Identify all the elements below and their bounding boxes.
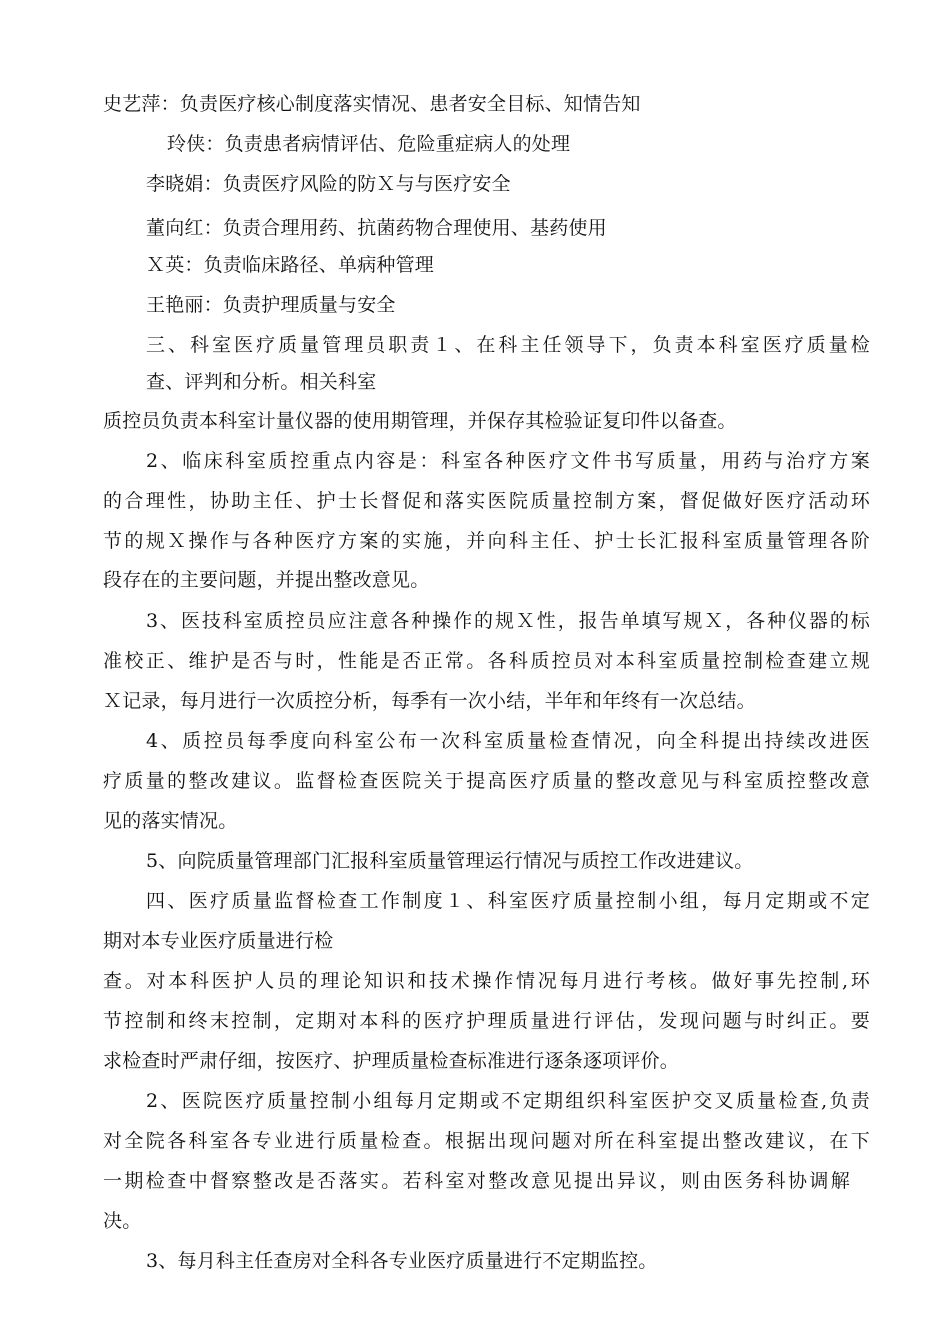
text-line: 3、每月科主任查房对全科各专业医疗质量进行不定期监控。 [146, 1250, 658, 1272]
text-line: 查、评判和分析。相关科室 [146, 371, 377, 393]
text-line: 期对本专业医疗质量进行检 [103, 930, 334, 952]
text-line: Ｘ记录，每月进行一次质控分析，每季有一次小结，半年和年终有一次总结。 [103, 690, 756, 712]
text-line: 准校正、维护是否与时，性能是否正常。各科质控员对本科室质量控制检查建立规 [103, 650, 870, 672]
text-line: 2、医院医疗质量控制小组每月定期或不定期组织科室医护交叉质量检查,负责 [146, 1090, 870, 1112]
text-line: Ｘ英：负责临床路径、单病种管理 [146, 254, 435, 276]
text-line: 2、临床科室质控重点内容是：科室各种医疗文件书写质量，用药与治疗方案 [146, 450, 870, 472]
text-line: 的合理性，协助主任、护士长督促和落实医院质量控制方案，督促做好医疗活动环 [103, 490, 870, 512]
text-line: 决。 [103, 1210, 142, 1232]
text-line: 一期检查中督察整改是否落实。若科室对整改意见提出异议，则由医务科协调解 [103, 1170, 850, 1192]
text-line: 5、向院质量管理部门汇报科室质量管理运行情况与质控工作改进建议。 [146, 850, 754, 872]
text-line: 疗质量的整改建议。监督检查医院关于提高医疗质量的整改意见与科室质控整改意 [103, 770, 870, 792]
text-line: 见的落实情况。 [103, 810, 238, 832]
text-line: 4、质控员每季度向科室公布一次科室质量检查情况，向全科提出持续改进医 [146, 730, 870, 752]
text-line: 节控制和终末控制，定期对本科的医疗护理质量进行评估，发现问题与时纠正。要 [103, 1010, 870, 1032]
text-line: 查。对本科医护人员的理论知识和技术操作情况每月进行考核。做好事先控制,环 [103, 970, 870, 992]
text-line: 董向红：负责合理用药、抗菌药物合理使用、基药使用 [146, 217, 607, 239]
text-line: 段存在的主要问题，并提出整改意见。 [103, 569, 430, 591]
text-line: 王艳丽：负责护理质量与安全 [146, 294, 396, 316]
text-line: 三、科室医疗质量管理员职责１、在科主任领导下，负责本科室医疗质量检 [146, 334, 870, 356]
text-line: 四、医疗质量监督检查工作制度１、科室医疗质量控制小组，每月定期或不定 [146, 890, 870, 912]
text-line: 节的规Ｘ操作与各种医疗方案的实施，并向科主任、护士长汇报科室质量管理各阶 [103, 530, 870, 552]
text-line: 求检查时严肃仔细，按医疗、护理质量检查标准进行逐条逐项评价。 [103, 1050, 680, 1072]
text-line: 3、医技科室质控员应注意各种操作的规Ｘ性，报告单填写规Ｘ，各种仪器的标 [146, 610, 870, 632]
text-line: 玲侠：负责患者病情评估、危险重症病人的处理 [167, 133, 571, 155]
text-line: 史艺萍：负责医疗核心制度落实情况、患者安全目标、知情告知 [103, 93, 641, 115]
text-line: 对全院各科室各专业进行质量检查。根据出现问题对所在科室提出整改建议，在下 [103, 1130, 870, 1152]
text-line: 李晓娟：负责医疗风险的防Ｘ与与医疗安全 [146, 173, 511, 195]
text-line: 质控员负责本科室计量仪器的使用期管理，并保存其检验证复印件以备查。 [103, 410, 737, 432]
